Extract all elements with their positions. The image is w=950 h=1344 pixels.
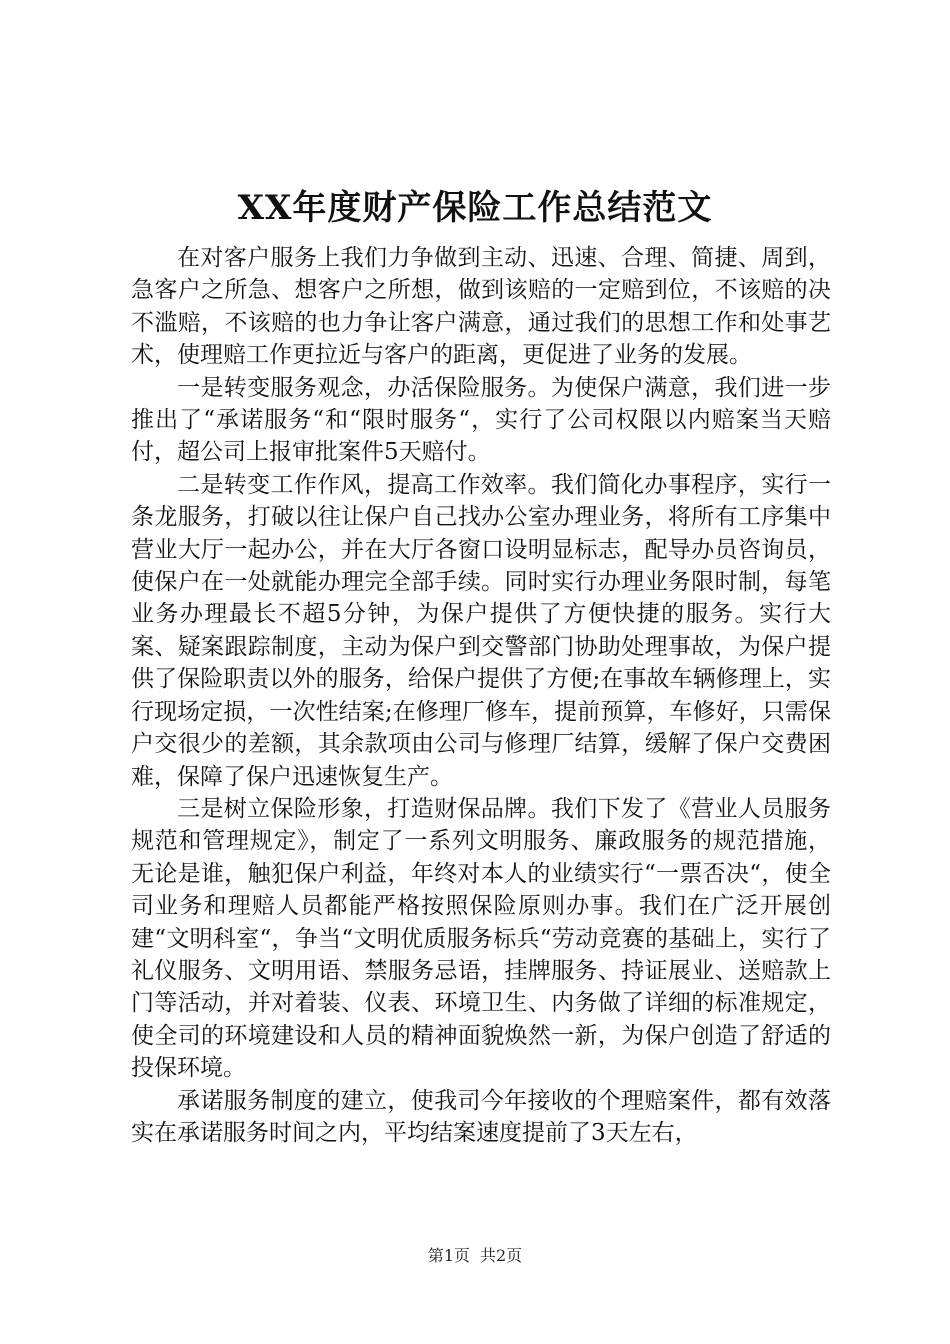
document-body bbox=[131, 242, 831, 1149]
paragraph-point-two: 二是转变工作作风，提高工作效率。我们简化办事程序，实行一条龙服务，打破以往让保户自己找办公室办理业务，将所有工序集中营业大厅一起办公，并在大厅各窗口设明显标志，配导办员咨询员，使保户在一处就能办理完全部手续。同时实行办理业务限时制，每笔业务办理最长不超5分钟，为保户提供了方便快捷的服务。实行大案、疑案跟踪制度，主动为保户到交警部门协助处理事故，为保户提供了保险职责以外的服务，给保户提供了方便;在事故车辆修理上，实行现场定损，一次性结案;在修理厂修车，提前预算，车修好，只需保户交很少的差额，其余款项由公司与修理厂结算，缓解了保户交费困难，保障了保户迅速恢复生产。 bbox=[131, 471, 831, 790]
document-title: XX年度财产保险工作总结范文 bbox=[237, 188, 713, 228]
page-total: 共2页 bbox=[480, 1246, 523, 1265]
page-footer bbox=[0, 1245, 950, 1267]
page-number: 第1页 bbox=[427, 1246, 470, 1265]
paragraph-point-one: 一是转变服务观念，办活保险服务。为使保户满意，我们进一步推出了“承诺服务“和“限时服务“，实行了公司权限以内赔案当天赔付，超公司上报审批案件5天赔付。 bbox=[131, 374, 831, 466]
paragraph-point-three: 三是树立保险形象，打造财保品牌。我们下发了《营业人员服务规范和管理规定》，制定了一系列文明服务、廉政服务的规范措施，无论是谁，触犯保户利益，年终对本人的业绩实行“一票否决“，使全司业务和理赔人员都能严格按照保险原则办事。我们在广泛开展创建“文明科室“，争当“文明优质服务标兵“劳动竞赛的基础上，实行了礼仪服务、文明用语、禁服务忌语，挂牌服务、持证展业、送赔款上门等活动，并对着装、仪表、环境卫生、内务做了详细的标准规定，使全司的环境建设和人员的精神面貌焕然一新，为保户创造了舒适的投保环境。 bbox=[131, 795, 831, 1082]
paragraph-intro: 在对客户服务上我们力争做到主动、迅速、合理、简捷、周到，急客户之所急、想客户之所想，做到该赔的一定赔到位，不该赔的决不滥赔，不该赔的也力争让客户满意，通过我们的思想工作和处事艺术，使理赔工作更拉近与客户的距离，更促进了业务的发展。 bbox=[131, 245, 831, 369]
paragraph-commitment: 承诺服务制度的建立，使我司今年接收的个理赔案件，都有效落实在承诺服务时间之内，平均结案速度提前了3天左右， bbox=[131, 1087, 831, 1146]
